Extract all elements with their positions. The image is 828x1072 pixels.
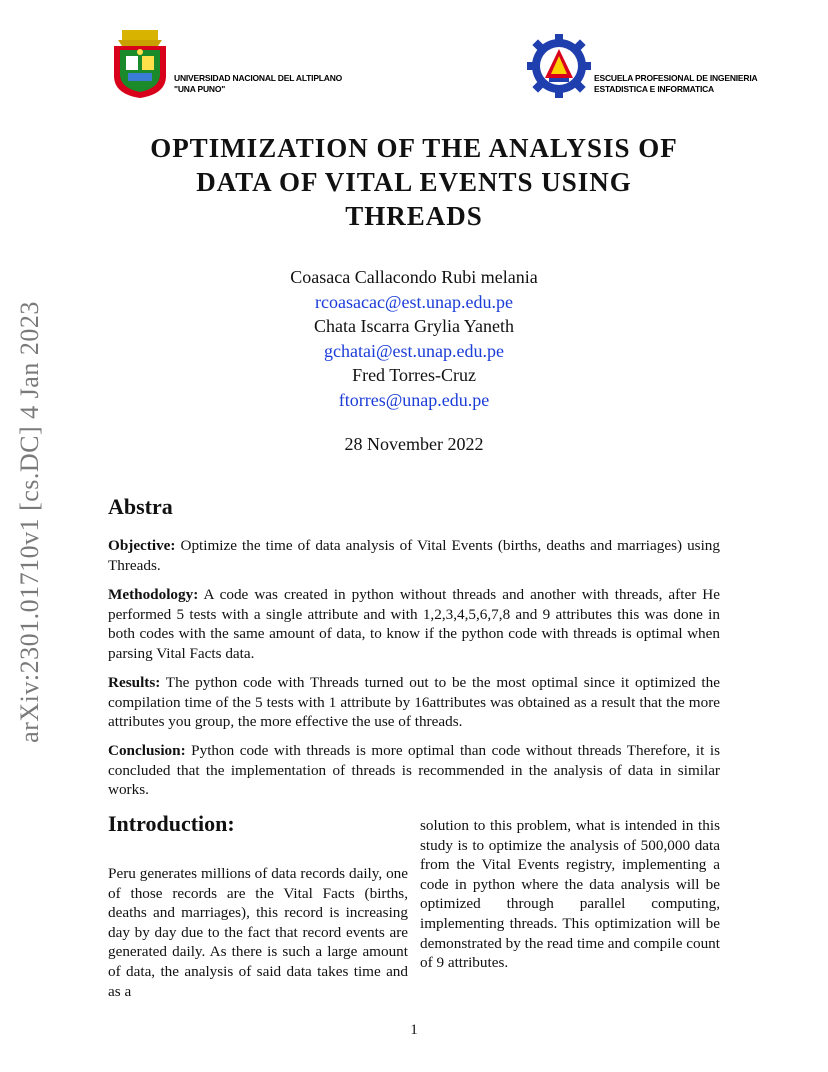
- school-name-line1: ESCUELA PROFESIONAL DE INGENIERIA: [594, 73, 758, 83]
- methodology-label: Methodology:: [108, 586, 199, 603]
- methodology-text: A code was created in python without threads and another with threads, after He performed 5 tests with a single attribute and with 1,2,3,4,5,6,7,8 and 9 attributes this was done in both codes with the same amount of data, to know if the python code with threads is optimal when parsing Vital Facts data.: [108, 586, 720, 662]
- abstract-methodology: [108, 585, 720, 663]
- introduction-left-column: Peru generates millions of data records daily, one of those records are the Vital Facts (births, deaths and marriages), this record is increasing day by day due to the fact that record events are generated daily. As there is such a large amount of data, the analysis of said data takes time and as a: [108, 865, 408, 1000]
- university-name-line2: "UNA PUNO": [174, 84, 226, 94]
- abstract-results: [108, 673, 720, 732]
- author-list: [108, 265, 720, 412]
- author-name: Fred Torres-Cruz: [352, 365, 476, 385]
- introduction-heading: Introduction:: [108, 811, 235, 836]
- author-name: Chata Iscarra Grylia Yaneth: [314, 316, 514, 336]
- abstract-heading: Abstra: [108, 494, 173, 519]
- objective-label: Objective:: [108, 537, 176, 554]
- page-number: 1: [410, 1022, 418, 1038]
- school-name-line2: ESTADISTICA E INFORMATICA: [594, 84, 714, 94]
- introduction-right-column: solution to this problem, what is intended in this study is to optimize the analysis of 500,000 data from the Vital Events registry, implementing a code in python where the data analysis will be optimized through parallel computing, implementing threads. This optimization will be demonstrated by the read time and compile count of 9 attributes.: [420, 817, 720, 972]
- paper-title-line1: OPTIMIZATION OF THE ANALYSIS OF: [150, 133, 678, 163]
- arxiv-identifier-text: arXiv:2301.01710v1 [cs.DC] 4 Jan 2023: [15, 301, 44, 743]
- paper-title: [108, 131, 720, 233]
- paper-title-line2: DATA OF VITAL EVENTS USING: [196, 167, 632, 197]
- author-email-link[interactable]: rcoasacac@est.unap.edu.pe: [315, 291, 513, 312]
- school-name: [594, 73, 757, 95]
- conclusion-text: Python code with threads is more optimal than code without threads Therefore, it is concluded that the implementation of threads is recommended in the analysis of data in similar works.: [108, 742, 720, 799]
- objective-text: Optimize the time of data analysis of Vital Events (births, deaths and marriages) using Threads.: [108, 537, 720, 574]
- university-name-line1: UNIVERSIDAD NACIONAL DEL ALTIPLANO: [174, 73, 343, 83]
- author-email-link[interactable]: gchatai@est.unap.edu.pe: [323, 340, 504, 361]
- results-label: Results:: [108, 674, 161, 691]
- author-name: Coasaca Callacondo Rubi melania: [290, 267, 538, 287]
- gear-seal-icon: [527, 34, 591, 98]
- abstract-conclusion: [108, 741, 720, 800]
- university-crest-icon: [108, 28, 172, 100]
- paper-title-line3: THREADS: [345, 201, 483, 231]
- abstract-objective: [108, 536, 720, 575]
- arxiv-identifier-stamp: [6, 292, 54, 752]
- conclusion-label: Conclusion:: [108, 742, 186, 759]
- university-name: [174, 73, 342, 95]
- results-text: The python code with Threads turned out to be the most optimal since it optimized the compilation time of the 5 tests with 1 attribute by 16attributes was obtained as a result that the more attributes you group, the more effective the use of threads.: [108, 674, 720, 731]
- author-email-link[interactable]: ftorres@unap.edu.pe: [338, 389, 490, 410]
- publication-date: 28 November 2022: [344, 434, 484, 454]
